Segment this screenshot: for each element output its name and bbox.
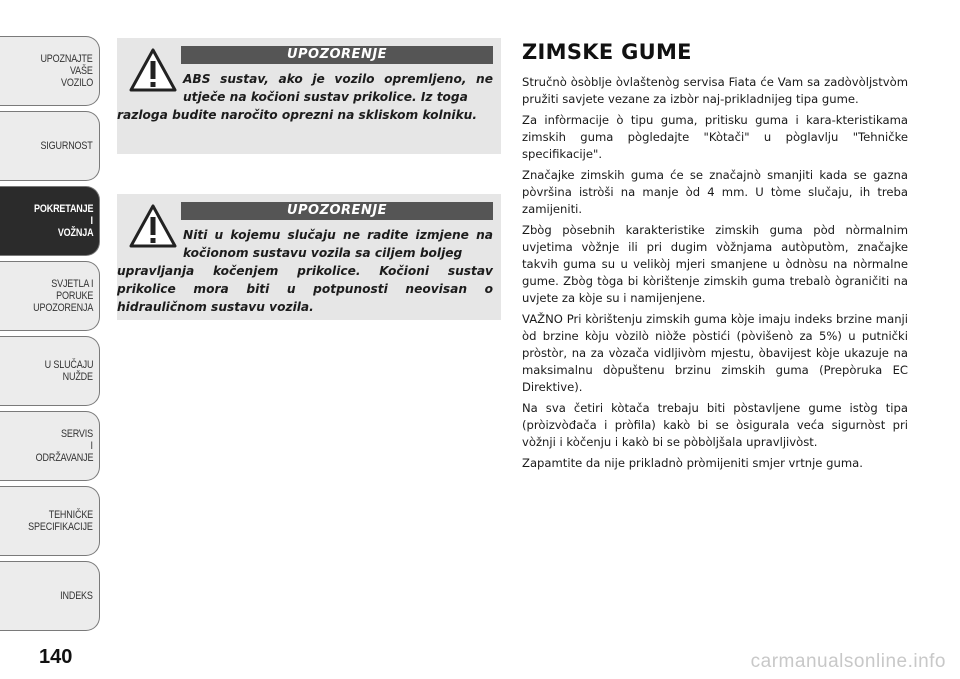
chapter-tab-label: I xyxy=(90,215,93,227)
chapter-tab[interactable] xyxy=(0,186,100,256)
chapter-tab[interactable] xyxy=(0,561,100,631)
page-title: ZIMSKE GUME xyxy=(522,40,692,64)
warning-heading: UPOZORENJE xyxy=(181,202,493,220)
chapter-tab-label: VAŠE xyxy=(70,65,93,77)
warning-text xyxy=(117,226,493,316)
chapter-tab-label: TEHNIČKE xyxy=(48,509,93,521)
chapter-tab-label: ODRŽAVANJE xyxy=(35,452,93,464)
chapter-tab-label: VOŽNJA xyxy=(57,227,93,239)
chapter-tab[interactable] xyxy=(0,36,100,106)
warning-text xyxy=(117,70,493,124)
chapter-tab-label: POKRETANJE xyxy=(33,203,93,215)
paragraph: Stručnò òsòblje òvlaštenòg servisa Fiata će Vam sa zadòvòljstvòm pružiti savjete vezane za izbòr naj-prikladnijeg tipa gume. xyxy=(522,75,908,106)
chapter-tab-label: U SLUČAJU xyxy=(44,359,93,371)
chapter-tab[interactable] xyxy=(0,411,100,481)
watermark: carmanualsonline.info xyxy=(750,651,946,672)
warning-text-indented: Niti u kojemu slučaju ne radite izmjene na kočionom sustavu vozila sa ciljem boljeg xyxy=(183,228,493,260)
warning-box-brakes xyxy=(117,194,501,320)
chapter-tab[interactable] xyxy=(0,336,100,406)
warning-heading: UPOZORENJE xyxy=(181,46,493,64)
chapter-tab-label: PORUKE xyxy=(55,290,93,302)
warning-text-rest: razloga budite naročito oprezni na skliskom kolniku. xyxy=(117,108,477,122)
warning-text-indented: ABS sustav, ako je vozilo opremljeno, ne utječe na kočioni sustav prikolice. Iz toga xyxy=(183,72,493,104)
chapter-tab-label: NUŽDE xyxy=(62,371,93,383)
paragraph: Zapamtite da nije prikladnò pròmijeniti smjer vrtnje guma. xyxy=(522,456,863,470)
warning-text-rest: upravljanja kočenjem prikolice. Kočioni sustav prikolice mora biti u potpunosti neovisan o hidrauličnom sustavu vozila. xyxy=(117,264,493,314)
chapter-tab[interactable] xyxy=(0,261,100,331)
chapter-tab-label: VOZILO xyxy=(60,77,93,89)
chapter-tab-label: SPECIFIKACIJE xyxy=(28,521,93,533)
paragraph: Na sva četiri kòtača trebaju biti pòstavljene gume istòg tipa (pròizvòđača i pròfila) kakò bi se òsigurala veća sigurnòst pri vòžnji i kòčenju i kakò bi se pòbòljšala upravljivòst. xyxy=(522,401,908,449)
paragraph: Za infòrmacije ò tipu guma, pritisku guma i kara-kteristikama zimskih guma pògledajte "Kòtači" u pòglavlju "Tehničke specifikacije". xyxy=(522,113,908,161)
paragraph: Zbòg pòsebnih karakteristike zimskih guma pòd nòrmalnim uvjetima vòžnje ili pri dugim vòžnjama autòputòm, značajke takvih guma su u velikòj mjeri smanjene u òdnòsu na nòrmalne gume. Zbòg tòga bi kòrištenje zimskih guma trebalò ògraničiti na uvjete za kòje su i namijenjene. xyxy=(522,223,908,305)
chapter-tab-label: INDEKS xyxy=(60,590,93,602)
main-column xyxy=(522,40,908,476)
page-number: 140 xyxy=(39,646,73,668)
paragraph: Značajke zimskih guma će se značajnò smanjiti kada se gazna pòvršina istròši na manje òd 4 mm. U tòme slučaju, ih treba zamijeniti. xyxy=(522,168,908,216)
chapter-tab-label: SIGURNOST xyxy=(40,140,93,152)
warning-box-abs xyxy=(117,38,501,154)
chapter-tab[interactable] xyxy=(0,486,100,556)
paragraph: VAŽNO Pri kòrištenju zimskih guma kòje imaju indeks brzine manji òd brzine kòju vòzilò niòže pòstići (pòvišenò za 5%) u putnički pròstòr, na za vòzača vidljivòm mjestu, òbavijest kòje ukazuje na maksimalnu dòpuštenu brzinu zimskih guma (Prepòruka EC Direktive). xyxy=(522,312,908,394)
chapter-tab-label: UPOZORENJA xyxy=(32,302,93,314)
chapter-tab-label: I xyxy=(90,440,93,452)
chapter-tab-label: SVJETLA I xyxy=(50,278,93,290)
chapter-tab[interactable] xyxy=(0,111,100,181)
chapter-tab-label: SERVIS xyxy=(61,428,93,440)
chapter-tab-label: UPOZNAJTE xyxy=(40,53,93,65)
